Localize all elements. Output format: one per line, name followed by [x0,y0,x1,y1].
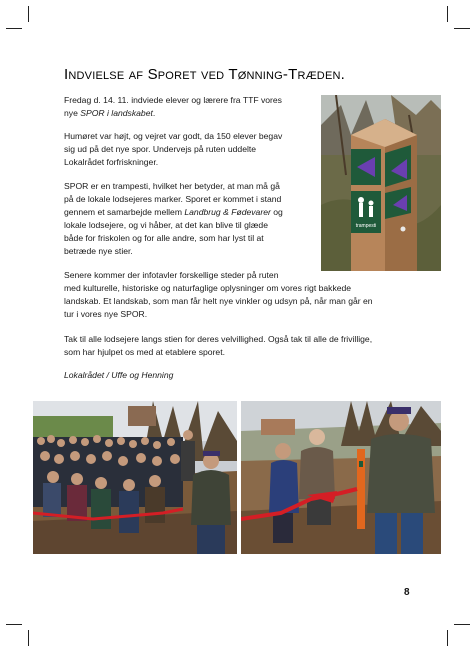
crop-mark [6,624,22,625]
text-line: tur i vores nye SPOR. [64,309,148,319]
crop-mark [447,6,448,22]
text-line: sig ud på det nye spor. Undervejs på ruten uddelte [64,144,257,154]
text-line: som har hjulpet os med at etablere sporet. [64,347,225,357]
text-line: på de lokale lodsejeres marker. Sporet er kommet i stand [64,194,282,204]
page-number: 8 [404,587,410,598]
text-line: betræde nye stier. [64,246,133,256]
text-line: SPOR er en trampesti, hvilket her betyder, at man må gå [64,181,280,191]
text-line: Tak til alle lodsejere langs stien for deres velvillighed. Også tak til alle de frivillige, [64,334,373,344]
text-line: Senere kommer der infotavler forskellige steder på ruten [64,270,279,280]
text-line: Fredag d. 14. 11. indviede elever og lærere fra TTF vores [64,95,282,105]
crop-mark [28,6,29,22]
text-line: nye [64,108,81,118]
text-punct: . [152,108,156,118]
page-title: Indvielse af Sporet ved Tønning-Træden. [64,66,346,83]
crop-mark [454,28,470,29]
crop-mark [454,624,470,625]
crop-mark [6,28,22,29]
text-line: både for friskolen og for alle andre, som har lyst til at [64,233,264,243]
signature-text: Lokalrådet / Uffe og Henning [64,370,174,380]
paragraph-spor [64,180,283,258]
paragraph-infotavler [64,269,373,321]
ribbon-cutting-photo [241,401,441,554]
text-line: Lokalrådet forfriskninger. [64,157,159,167]
crop-mark [447,630,448,646]
paragraph-intro [64,94,282,120]
text-line: og [270,207,283,217]
sign-label: trampesti [355,223,377,229]
crowd-photo [33,401,237,554]
text-line: lokale lodsejere, og vi håber, at det kan blive til glæde [64,220,268,230]
text-line: landskab. Et landskab, som man får helt nye vinkler og udsyn på, når man går en [64,296,373,306]
emphasis-text: SPOR i landskabet [80,108,153,118]
crop-mark [28,630,29,646]
paragraph-thanks [64,333,372,359]
emphasis-text: Landbrug & Fødevarer [184,207,271,217]
text-line: med kulturelle, historiske og naturfaglige oplysninger om vores rigt bakkede [64,283,352,293]
text-line: Humøret var højt, og vejret var godt, da 150 elever begav [64,131,283,141]
signature [64,369,173,382]
sign-post-photo [321,95,441,271]
text-line: gennem et samarbejde mellem [64,207,185,217]
paragraph-mood [64,130,282,169]
